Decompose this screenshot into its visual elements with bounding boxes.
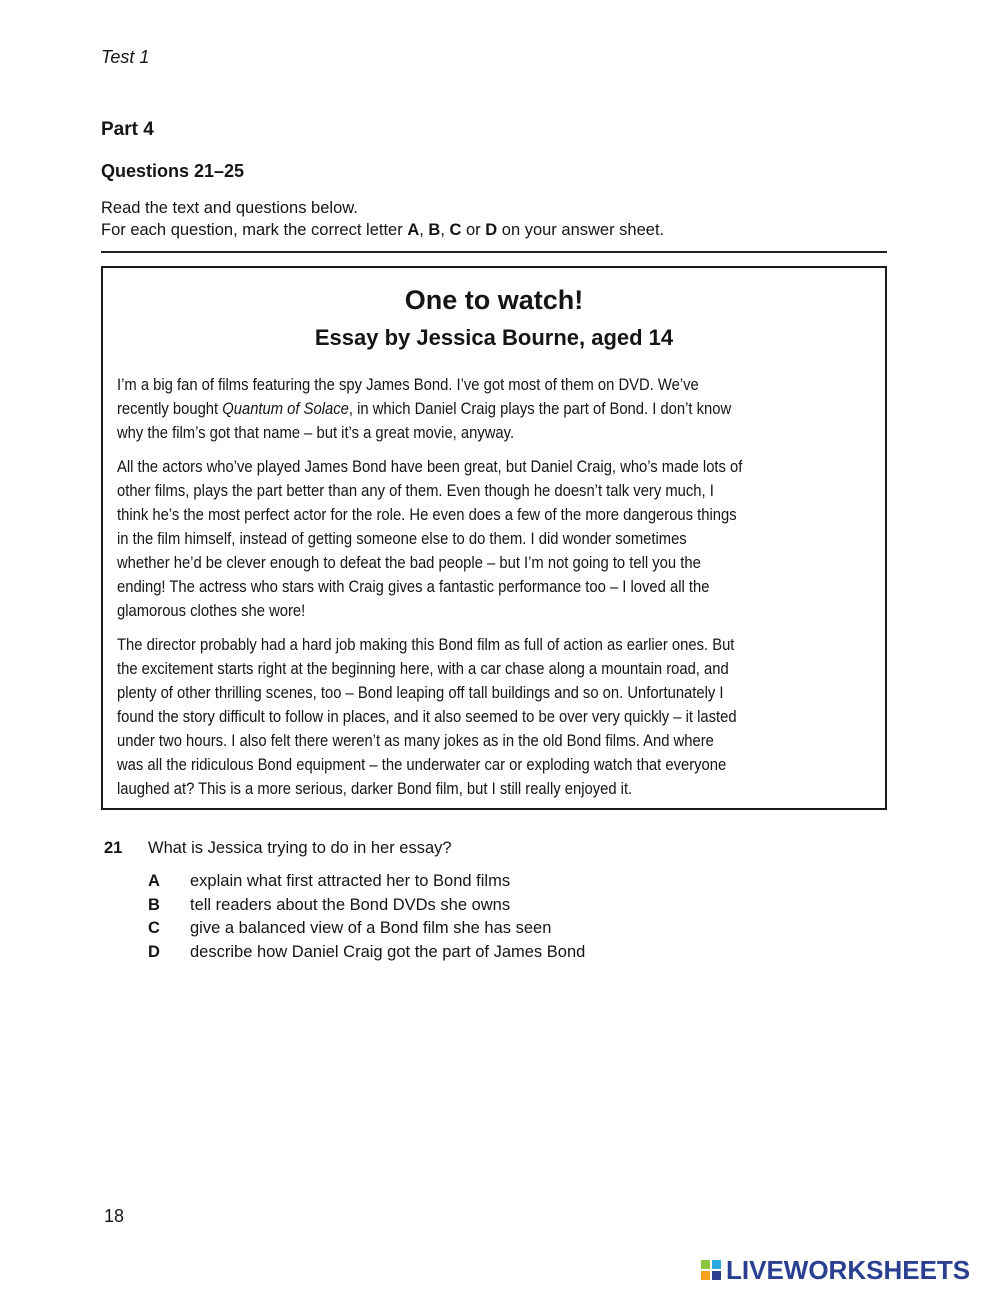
article-box xyxy=(101,266,887,810)
option-text: tell readers about the Bond DVDs she owns xyxy=(190,895,511,914)
instruction-text: or xyxy=(461,221,486,239)
paragraph-1 xyxy=(117,373,871,445)
option-letter: A xyxy=(148,872,160,890)
paragraph-line: think he’s the most perfect actor for the role. He even does a few of the more dangerous things xyxy=(117,505,737,524)
line-text: , in which Daniel Craig plays the part of Bond. I don’t know xyxy=(348,399,732,418)
paragraph-line: The director probably had a hard job making this Bond film as full of action as earlier ones. But xyxy=(117,635,735,654)
question-text: What is Jessica trying to do in her essay? xyxy=(148,839,452,857)
answer-option-b[interactable] xyxy=(148,894,748,918)
option-letter: C xyxy=(148,919,160,938)
article-body xyxy=(117,373,871,811)
paragraph-line: found the story difficult to follow in places, and it also seemed to be over very quickly – it lasted xyxy=(117,707,737,726)
paragraph-line: glamorous clothes she wore! xyxy=(117,601,306,620)
paragraph-line: was all the ridiculous Bond equipment – the underwater car or exploding watch that everyone xyxy=(117,755,727,774)
paragraph-line: whether he’d be clever enough to defeat the bad people – but I’m not going to tell you the xyxy=(117,553,701,572)
instruction-letter-a: A xyxy=(407,221,420,239)
answer-option-c[interactable] xyxy=(148,917,748,941)
answer-option-d[interactable] xyxy=(148,941,748,965)
instruction-letter-c: C xyxy=(449,221,462,239)
instruction-text: on your answer sheet. xyxy=(497,221,665,239)
liveworksheets-logo[interactable] xyxy=(700,1255,970,1285)
questions-range: Questions 21–25 xyxy=(101,161,245,181)
test-label: Test 1 xyxy=(101,47,150,67)
instruction-text: , xyxy=(440,221,450,239)
paragraph-3 xyxy=(117,633,871,801)
question-number: 21 xyxy=(104,839,123,857)
answer-options xyxy=(148,870,748,965)
page-number: 18 xyxy=(104,1206,125,1226)
paragraph-line: All the actors who’ve played James Bond have been great, but Daniel Craig, who’s made lots of xyxy=(117,457,743,476)
line-text: recently bought xyxy=(117,399,223,418)
paragraph-line: why the film’s got that name – but it’s a great movie, anyway. xyxy=(117,423,515,442)
option-letter: D xyxy=(148,943,160,962)
divider-rule xyxy=(101,251,887,253)
instruction-line-2 xyxy=(101,219,664,241)
part-title: Part 4 xyxy=(101,119,154,140)
paragraph-2 xyxy=(117,455,871,623)
paragraph-line: ending! The actress who stars with Craig gives a fantastic performance too – I loved all the xyxy=(117,577,710,596)
paragraph-line: laughed at? This is a more serious, darker Bond film, but I still really enjoyed it. xyxy=(117,779,633,798)
paragraph-line: in the film himself, instead of getting someone else to do them. I did wonder sometimes xyxy=(117,529,687,548)
option-text: describe how Daniel Craig got the part of James Bond xyxy=(190,943,586,962)
paragraph-line: plenty of other thrilling scenes, too – Bond leaping off tall buildings and so on. Unfortunately I xyxy=(117,683,724,702)
instruction-letter-d: D xyxy=(485,221,498,239)
option-text: explain what first attracted her to Bond films xyxy=(190,872,511,890)
option-text: give a balanced view of a Bond film she has seen xyxy=(190,919,552,938)
instruction-text: , xyxy=(419,221,429,239)
paragraph-line: the excitement starts right at the beginning here, with a car chase along a mountain road, and xyxy=(117,659,729,678)
article-subtitle: Essay by Jessica Bourne, aged 14 xyxy=(314,325,674,350)
option-letter: B xyxy=(148,895,160,914)
instruction-line-1: Read the text and questions below. xyxy=(101,199,358,217)
paragraph-line: under two hours. I also felt there weren’t as many jokes as in the old Bond films. And where xyxy=(117,731,714,750)
film-title-italic: Quantum of Solace xyxy=(222,399,349,418)
instruction-letter-b: B xyxy=(428,221,441,239)
paragraph-line xyxy=(117,397,773,421)
answer-option-a[interactable] xyxy=(148,870,748,894)
paragraph-line: I’m a big fan of films featuring the spy James Bond. I’ve got most of them on DVD. We’ve xyxy=(117,375,699,394)
liveworksheets-logo-icon xyxy=(700,1258,722,1282)
logo-text: LIVEWORKSHEETS xyxy=(726,1255,971,1285)
instruction-text: For each question, mark the correct letter xyxy=(101,221,408,239)
article-title: One to watch! xyxy=(404,285,584,315)
paragraph-line: other films, plays the part better than any of them. Even though he doesn’t talk very much, I xyxy=(117,481,714,500)
